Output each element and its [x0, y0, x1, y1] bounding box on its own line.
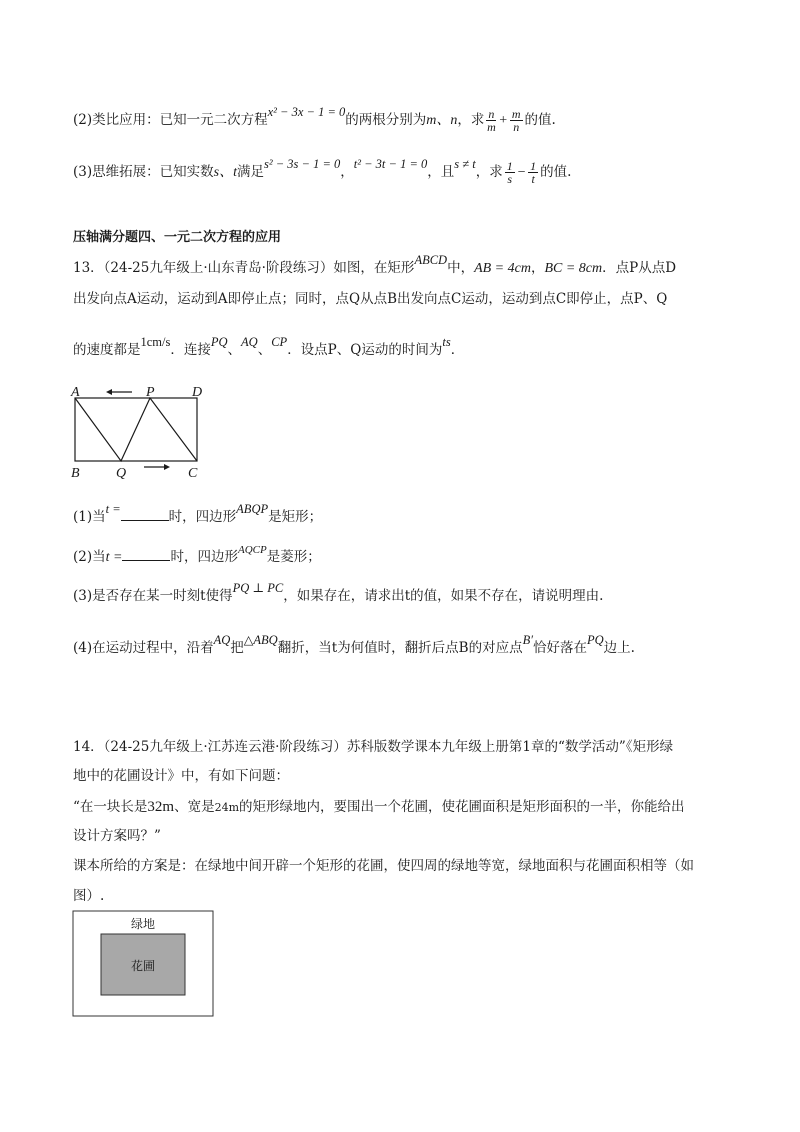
section-title: 压轴满分题四、一元二次方程的应用 — [73, 230, 282, 245]
q14-line3-text: 的矩形绿地内，要围出一个花圃，使花圃面积是矩形面积的一半，你能给出 — [239, 799, 685, 815]
q12-p3-vars: s、t — [213, 165, 237, 180]
q13-ab: AB = 4cm — [474, 261, 531, 276]
frac-num: n — [488, 107, 495, 121]
q13-speed: 1cm/s — [140, 335, 171, 349]
q13-line3 — [73, 335, 740, 360]
q12-p2-frac2 — [510, 108, 523, 133]
q13-p4-bprime: B′ — [522, 633, 533, 647]
label-d: D — [192, 385, 203, 400]
q13-p2-shape: AQCP — [237, 544, 267, 556]
q13-p1-shape: ABQP — [236, 502, 269, 516]
q14-line5: 课本所给的方案是：在绿地中间开辟一个矩形的花圃，使四周的绿地等宽，绿地面积与花圃面积相等（如 — [73, 858, 694, 874]
q13-p2-text: 时，四边形 — [170, 549, 238, 565]
q13-p4-tri: △ABQ — [243, 633, 278, 647]
label-b: B — [71, 466, 80, 480]
frac-den: m — [487, 120, 496, 134]
q12-p3-suffix: 的值. — [540, 164, 572, 180]
q13-p1-blank[interactable] — [121, 506, 169, 521]
q13-p4-text: 恰好落在 — [532, 640, 587, 656]
q13-p3-text: ，如果存在，请求出t的值，如果不存在，请说明理由. — [283, 588, 604, 604]
q13-part1 — [73, 502, 740, 527]
q13-line3-text: ．连接 — [170, 342, 211, 358]
q14-line3-text: 、宽是 — [174, 799, 215, 815]
q14-line2: 地中的花圃设计》中，有如下问题： — [73, 768, 289, 784]
q13-figure — [66, 380, 216, 480]
frac-num: 1 — [506, 159, 513, 173]
q14-line3 — [73, 797, 740, 818]
q13-p2-t: t = — [105, 550, 123, 565]
q12-p3-frac1 — [505, 160, 515, 185]
label-a: A — [71, 385, 80, 400]
q13-p4-aq: AQ — [213, 633, 231, 647]
q12-p3-frac2 — [528, 160, 538, 185]
q13-p4-text: 边上. — [603, 640, 635, 656]
q13-rect-name: ABCD — [414, 253, 448, 267]
q13-part4 — [73, 633, 740, 658]
q13-p4-text: 把 — [230, 640, 244, 656]
q13-p2-blank[interactable] — [122, 546, 170, 561]
q12-p3-eq2: t² − 3t − 1 = 0 — [353, 157, 428, 171]
q13-sep: ， — [530, 260, 545, 276]
q14-line3-text: “在一块长是 — [73, 799, 148, 815]
q12-p3-ask: ，求 — [475, 164, 503, 180]
q14-line6: 图）. — [73, 888, 105, 904]
q13-p4-text: (4)在运动过程中，沿着 — [73, 640, 214, 656]
frac-den: t — [531, 172, 535, 186]
q12-p2-suffix: 的值. — [524, 112, 556, 128]
q12-p2-roots: m、n — [426, 113, 458, 128]
q14-line4: 设计方案吗？” — [73, 828, 161, 844]
frac-den: n — [513, 120, 520, 134]
q13-line3-text: ． — [450, 342, 465, 358]
q13-dun: 、 — [227, 342, 242, 358]
q12-p3-cond: s ≠ t — [454, 157, 476, 171]
q13-part3 — [73, 581, 740, 606]
q13-line1-text: 13．（24-25九年级上·山东青岛·阶段练习）如图，在矩形 — [73, 260, 415, 276]
q12-p2-prefix: (2)类比应用：已知一元二次方程 — [73, 112, 268, 128]
q12-p2-plus: + — [498, 113, 508, 128]
q13-cp: CP — [271, 335, 288, 349]
frac-num: 1 — [530, 159, 537, 173]
label-c: C — [188, 466, 198, 480]
q12-p3-eq1: s² − 3s − 1 = 0 — [263, 157, 341, 171]
q12-p3-comma2: ，且 — [427, 164, 455, 180]
q13-p1-text: 时，四边形 — [168, 509, 237, 525]
q13-line3-text: 的速度都是 — [73, 342, 141, 358]
label-p: P — [146, 385, 155, 400]
q13-dun: 、 — [257, 342, 272, 358]
q13-p4-pq: PQ — [586, 633, 604, 647]
q14-width: 24m — [214, 801, 240, 814]
q12-p2-ask: ，求 — [457, 112, 485, 128]
q13-bc: BC = 8cm — [544, 261, 603, 276]
q12-p3-prefix: (3)思维拓展：已知实数 — [73, 164, 214, 180]
arrow-q-head — [164, 464, 170, 470]
arrow-p-head — [106, 389, 112, 395]
q13-line3-text: ．设点P、Q运动的时间为 — [287, 342, 443, 358]
q13-p2-text: 是菱形； — [266, 549, 321, 565]
q12-p3-comma1: ， — [340, 164, 354, 180]
label-q: Q — [116, 466, 127, 480]
q13-p1-text: (1)当 — [73, 509, 106, 525]
q13-line1-text: P从点D — [629, 260, 677, 276]
q13-line1-text: 中， — [447, 260, 475, 276]
q12-p3-mid: 满足 — [236, 164, 264, 180]
q14-figure — [72, 910, 216, 1020]
q13-p3-cond: PQ ⊥ PC — [232, 581, 284, 595]
q14-length: 32m — [147, 799, 175, 815]
q13-line1 — [73, 253, 740, 279]
q12-p3-minus: − — [516, 165, 527, 180]
q13-p2-text: (2)当 — [73, 549, 106, 565]
q13-line2: 出发向点A运动，运动到A即停止点；同时，点Q从点B出发向点C运动，运动到点C即停止，点P、Q — [73, 291, 668, 307]
q13-line1-text: ．点 — [602, 260, 630, 276]
q13-p1-t: t = — [105, 502, 121, 516]
q13-pq: PQ — [210, 335, 228, 349]
q13-t: ts — [442, 335, 451, 349]
q12-p2-equation: x² − 3x − 1 = 0 — [267, 105, 346, 119]
frac-num: m — [511, 107, 521, 121]
q13-p1-text: 是矩形； — [268, 509, 323, 525]
flowerbed-label: 花圃 — [130, 959, 156, 973]
segments-aq-qp-pc — [75, 398, 197, 461]
q13-p4-text: 翻折，当t为何值时，翻折后点B的对应点 — [277, 640, 523, 656]
q13-part2 — [73, 546, 740, 568]
q12-p2-mid: 的两根分别为 — [345, 112, 427, 128]
lawn-label: 绿地 — [130, 917, 156, 931]
q14-line1: 14．（24-25九年级上·江苏连云港·阶段练习）苏科版数学课本九年级上册第1章的“数学活动”《矩形绿 — [73, 739, 674, 755]
q13-aq: AQ — [241, 335, 258, 349]
q12-part3 — [73, 157, 740, 186]
q13-p3-text: (3)是否存在某一时刻t使得 — [73, 588, 233, 604]
q12-p2-frac1 — [486, 108, 496, 133]
q12-part2 — [73, 105, 740, 134]
frac-den: s — [507, 172, 513, 186]
